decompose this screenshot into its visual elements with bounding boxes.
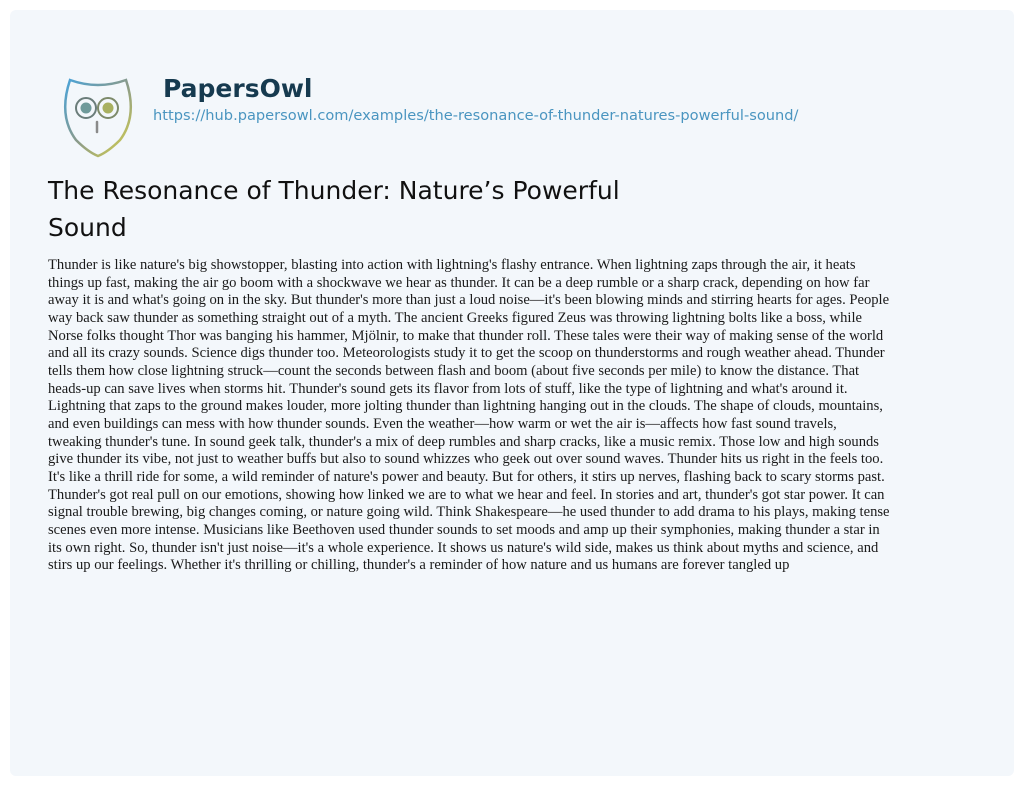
body-text-line: its own right. So, thunder isn't just noise—it's a whole experience. It shows us nature's wild side, makes us think about myths and science, and (48, 539, 879, 556)
page-title: The Resonance of Thunder: Nature’s Powerful Sound (48, 176, 620, 242)
brand-name: PapersOwl (163, 74, 313, 103)
essay-body (48, 257, 890, 575)
body-text-line: scenes even more intense. Musicians like Beethoven used thunder sounds to set moods and amp up their symphonies, making thunder a star in (48, 521, 880, 538)
body-text-line: tweaking thunder's tune. In sound geek talk, thunder's a mix of deep rumbles and sharp cracks, like a music remix. Those low and high sounds (48, 433, 879, 450)
body-text-line: Thunder is like nature's big showstopper, blasting into action with lightning's flashy entrance. When lightning zaps through the air, it heats (48, 257, 856, 273)
body-text-line: It's like a thrill ride for some, a wild reminder of nature's power and beauty. But for others, it stirs up nerves, flashing back to scary storms past. (48, 468, 885, 485)
owl-logo-icon (60, 76, 136, 158)
body-text-line: give thunder its vibe, not just to weather buffs but also to sound whizzes who geek out over sound waves. Thunder hits us right in the feels too. (48, 451, 884, 468)
body-text-line: away it is and what's going on in the sky. But thunder's more than just a loud noise—it's been blowing minds and stirring hearts for ages. People (48, 292, 890, 309)
body-text-line: signal trouble brewing, big changes coming, or nature going wild. Think Shakespeare—he used thunder to add drama to his plays, making tense (48, 504, 890, 521)
body-text-line: Lightning that zaps to the ground makes louder, more jolting thunder than lightning hanging out in the clouds. The shape of clouds, mountains, (48, 398, 883, 415)
body-text-line: way back saw thunder as something straight out of a myth. The ancient Greeks figured Zeus was throwing lightning bolts like a boss, while (48, 309, 862, 326)
body-text-line: things up fast, making the air go boom with a shockwave we hear as thunder. It can be a deep rumble or a sharp crack, depending on how far (48, 274, 870, 291)
body-text-line: and even buildings can mess with how thunder sounds. Even the weather—how warm or wet the air is—affects how fast sound travels, (48, 415, 837, 432)
body-text-line: stirs up our feelings. Whether it's thrilling or chilling, thunder's a reminder of how nature and us humans are forever tangled up (48, 557, 790, 574)
body-text-line: Thunder's got real pull on our emotions, showing how linked we are to what we hear and feel. In stories and art, thunder's got star power. It can (48, 486, 885, 503)
body-text-line: Norse folks thought Thor was banging his hammer, Mjölnir, to make that thunder roll. These tales were their way of making sense of the world (48, 327, 884, 344)
body-text-line: tells them how close lightning struck—count the seconds between flash and boom (about five seconds per mile) to know the distance. That (48, 362, 860, 379)
body-text-line: and all its crazy sounds. Science digs thunder too. Meteorologists study it to get the scoop on thunderstorms and rough weather ahead. Thunder (48, 345, 885, 362)
body-text-line: heads-up can save lives when storms hit. Thunder's sound gets its flavor from lots of stuff, like the type of lightning and what's around it. (48, 380, 848, 397)
source-url-link[interactable]: https://hub.papersowl.com/examples/the-resonance-of-thunder-natures-powerful-sound/ (153, 107, 799, 124)
